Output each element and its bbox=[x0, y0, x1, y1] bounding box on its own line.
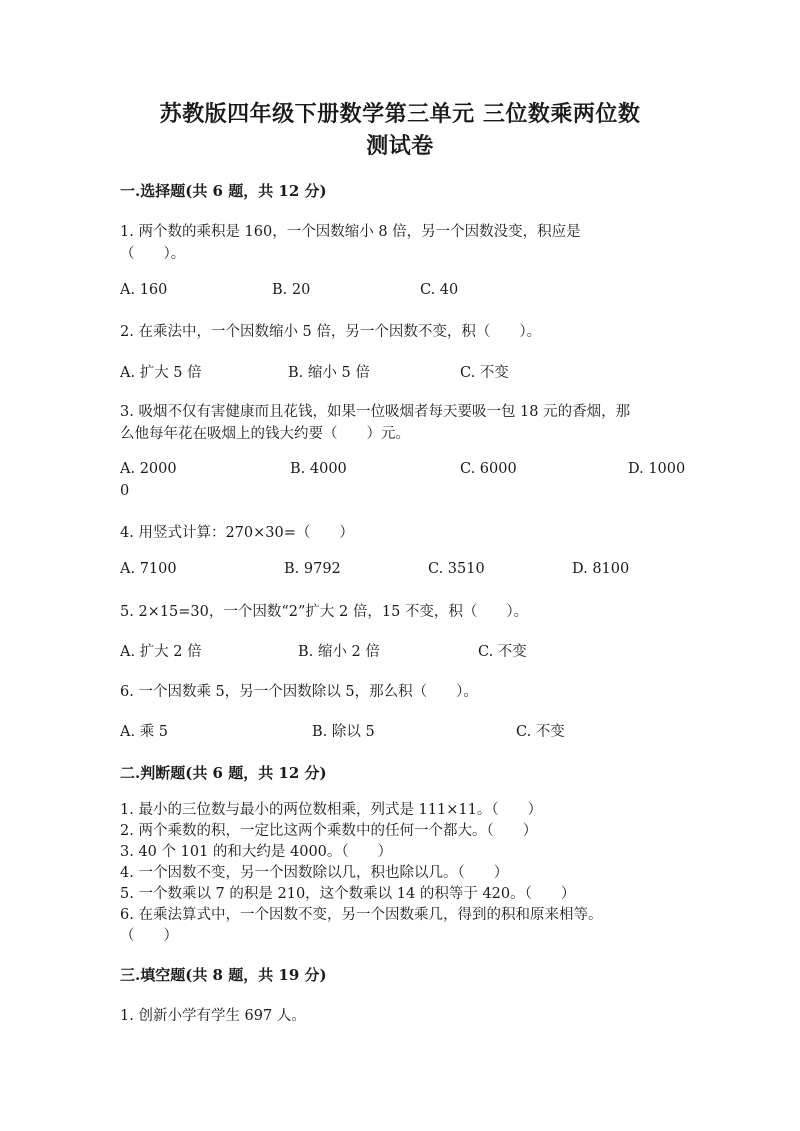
section-heading-true-false: 二.判断题(共 6 题，共 12 分) bbox=[120, 764, 327, 782]
section-heading-choice: 一.选择题(共 6 题，共 12 分) bbox=[120, 182, 327, 200]
question-1-text-wrap: （ ）。 bbox=[120, 246, 186, 262]
question-6-text: 6. 一个因数乘 5，另一个因数除以 5，那么积（ ）。 bbox=[120, 684, 478, 700]
question-4-text: 4. 用竖式计算：270×30=（ ） bbox=[120, 525, 354, 541]
question-4-option-c: C. 3510 bbox=[428, 561, 485, 577]
tf-item-5: 5. 一个数乘以 7 的积是 210，这个数乘以 14 的积等于 420。（ ） bbox=[120, 886, 576, 902]
tf-item-3: 3. 40 个 101 的和大约是 4000。（ ） bbox=[120, 844, 393, 860]
question-4-option-d: D. 8100 bbox=[572, 561, 630, 577]
question-2-text: 2. 在乘法中，一个因数缩小 5 倍，另一个因数不变，积（ ）。 bbox=[120, 324, 542, 340]
question-2-option-a: A. 扩大 5 倍 bbox=[120, 365, 202, 381]
question-6-option-b: B. 除以 5 bbox=[312, 724, 375, 740]
question-5-option-b: B. 缩小 2 倍 bbox=[298, 644, 380, 660]
question-2-option-b: B. 缩小 5 倍 bbox=[288, 365, 370, 381]
page-title-line2: 测试卷 bbox=[366, 133, 434, 159]
question-3-option-d-wrap: 0 bbox=[120, 483, 130, 499]
tf-item-1: 1. 最小的三位数与最小的两位数相乘，列式是 111×11。（ ） bbox=[120, 802, 543, 818]
question-4-option-a: A. 7100 bbox=[120, 561, 177, 577]
fill-question-1-text: 1. 创新小学有学生 697 人。 bbox=[120, 1008, 306, 1024]
question-3-option-d: D. 1000 bbox=[628, 461, 686, 477]
question-3-text: 3. 吸烟不仅有害健康而且花钱，如果一位吸烟者每天要吸一包 18 元的香烟，那 bbox=[120, 404, 631, 420]
tf-item-4: 4. 一个因数不变，另一个因数除以几，积也除以几。（ ） bbox=[120, 865, 509, 881]
question-5-option-a: A. 扩大 2 倍 bbox=[120, 644, 202, 660]
question-1-option-a: A. 160 bbox=[120, 282, 168, 298]
page-title: 苏教版四年级下册数学第三单元 三位数乘两位数 bbox=[159, 101, 641, 127]
question-5-text: 5. 2×15=30，一个因数“2”扩大 2 倍，15 不变，积（ ）。 bbox=[120, 604, 529, 620]
section-heading-fill-blank: 三.填空题(共 8 题，共 19 分) bbox=[120, 966, 327, 984]
question-1-option-b: B. 20 bbox=[272, 282, 311, 298]
question-3-option-b: B. 4000 bbox=[290, 461, 347, 477]
question-3-text-wrap: 么他每年花在吸烟上的钱大约要（ ）元。 bbox=[120, 426, 410, 442]
question-6-option-c: C. 不变 bbox=[516, 724, 565, 740]
question-5-option-c: C. 不变 bbox=[478, 644, 527, 660]
question-6-option-a: A. 乘 5 bbox=[120, 724, 169, 740]
question-1-option-c: C. 40 bbox=[420, 282, 459, 298]
question-2-option-c: C. 不变 bbox=[460, 365, 509, 381]
question-4-option-b: B. 9792 bbox=[284, 561, 341, 577]
question-1-text: 1. 两个数的乘积是 160，一个因数缩小 8 倍，另一个因数没变，积应是 bbox=[120, 224, 581, 240]
tf-item-6: 6. 在乘法算式中，一个因数不变，另一个因数乘几，得到的积和原来相等。 bbox=[120, 907, 603, 923]
tf-item-6-wrap: （ ） bbox=[120, 928, 178, 944]
question-3-option-a: A. 2000 bbox=[120, 461, 177, 477]
tf-item-2: 2. 两个乘数的积，一定比这两个乘数中的任何一个都大。（ ） bbox=[120, 823, 538, 839]
question-3-option-c: C. 6000 bbox=[460, 461, 517, 477]
